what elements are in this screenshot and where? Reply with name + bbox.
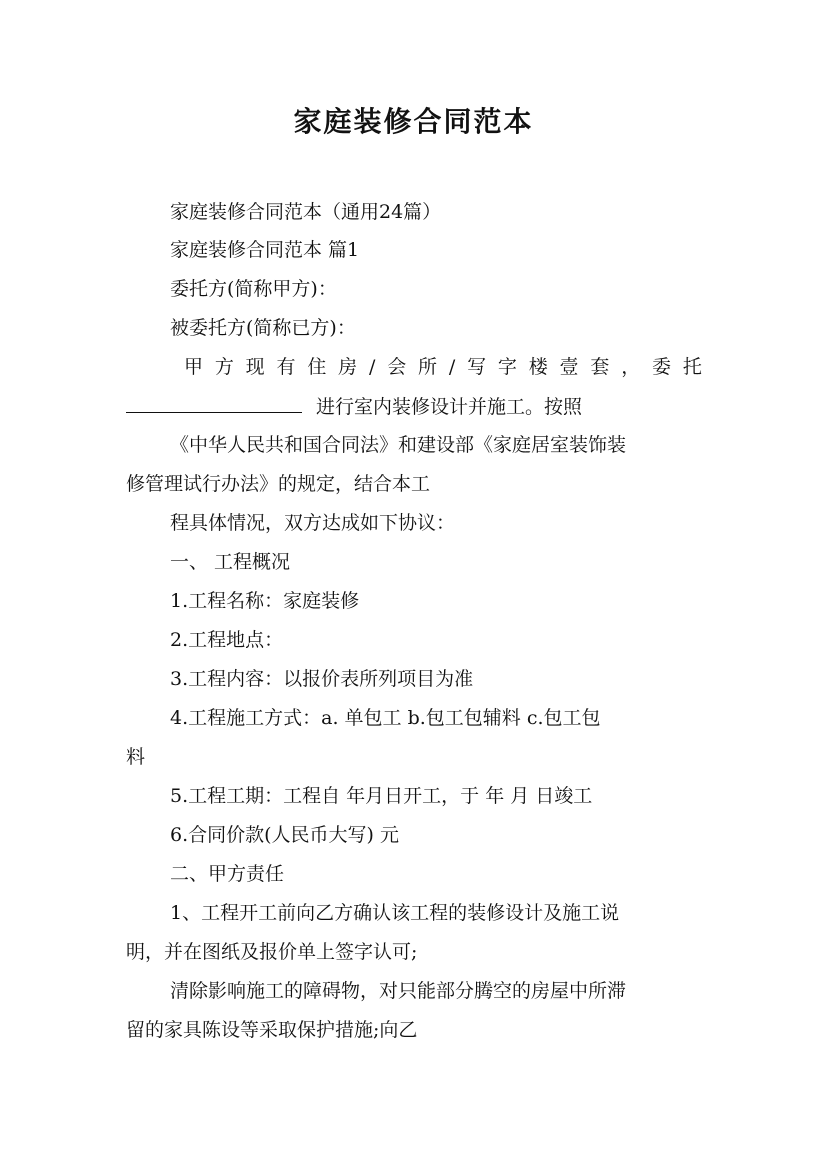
intro-char: 字 xyxy=(497,356,517,378)
intro-line-2-text: 进行室内装修设计并施工。按照 xyxy=(316,396,583,418)
chapter-heading: 家庭装修合同范本 篇1 xyxy=(170,239,360,261)
item-1: 1.工程名称：家庭装修 xyxy=(170,590,360,612)
intro-char: 会 xyxy=(387,356,407,378)
party-b-line: 被委托方(简称已方)： xyxy=(170,317,356,339)
blank-underline xyxy=(126,394,302,413)
responsibility-2-continued: 留的家具陈设等采取保护措施;向乙 xyxy=(126,1019,418,1041)
intro-char: / xyxy=(368,356,376,378)
intro-char: 委 xyxy=(652,356,672,378)
intro-char: 写 xyxy=(467,356,487,378)
intro-char: 所 xyxy=(418,356,438,378)
responsibility-1-continued: 明，并在图纸及报价单上签字认可; xyxy=(126,941,418,963)
intro-line-1 xyxy=(126,355,702,379)
item-2: 2.工程地点： xyxy=(170,629,284,651)
intro-line-4: 修管理试行办法》的规定，结合本工 xyxy=(126,473,431,495)
item-6: 6.合同价款(人民币大写) 元 xyxy=(170,824,399,846)
intro-char: 托 xyxy=(682,356,702,378)
intro-char: 有 xyxy=(276,356,296,378)
intro-char: 住 xyxy=(307,356,327,378)
item-4: 4.工程施工方式：a. 单包工 b.包工包辅料 c.包工包 xyxy=(170,707,601,729)
intro-char: ， xyxy=(621,356,641,378)
intro-line-2 xyxy=(126,394,702,419)
party-a-line: 委托方(简称甲方)： xyxy=(170,278,337,300)
item-3: 3.工程内容：以报价表所列项目为准 xyxy=(170,668,474,690)
intro-char: / xyxy=(448,356,456,378)
intro-char: 房 xyxy=(338,356,358,378)
document-title: 家庭装修合同范本 xyxy=(293,105,534,138)
responsibility-2: 清除影响施工的障碍物，对只能部分腾空的房屋中所滞 xyxy=(170,980,627,1002)
intro-char: 楼 xyxy=(528,356,548,378)
intro-char: 壹 xyxy=(559,356,579,378)
item-5: 5.工程工期：工程自 年月日开工，于 年 月 日竣工 xyxy=(170,785,593,807)
subtitle: 家庭装修合同范本（通用24篇） xyxy=(170,201,442,223)
intro-char: 甲 xyxy=(184,356,204,378)
intro-line-3: 《中华人民共和国合同法》和建设部《家庭居室装饰装 xyxy=(170,434,627,456)
intro-char: 套 xyxy=(590,356,610,378)
item-4-continued: 料 xyxy=(126,746,146,768)
section-2-heading: 二、甲方责任 xyxy=(170,863,285,885)
section-1-heading: 一、 工程概况 xyxy=(170,551,291,573)
intro-line-5: 程具体情况，双方达成如下协议： xyxy=(170,512,456,534)
intro-char: 方 xyxy=(214,356,234,378)
responsibility-1: 1、工程开工前向乙方确认该工程的装修设计及施工说 xyxy=(170,902,620,924)
intro-char: 现 xyxy=(245,356,265,378)
